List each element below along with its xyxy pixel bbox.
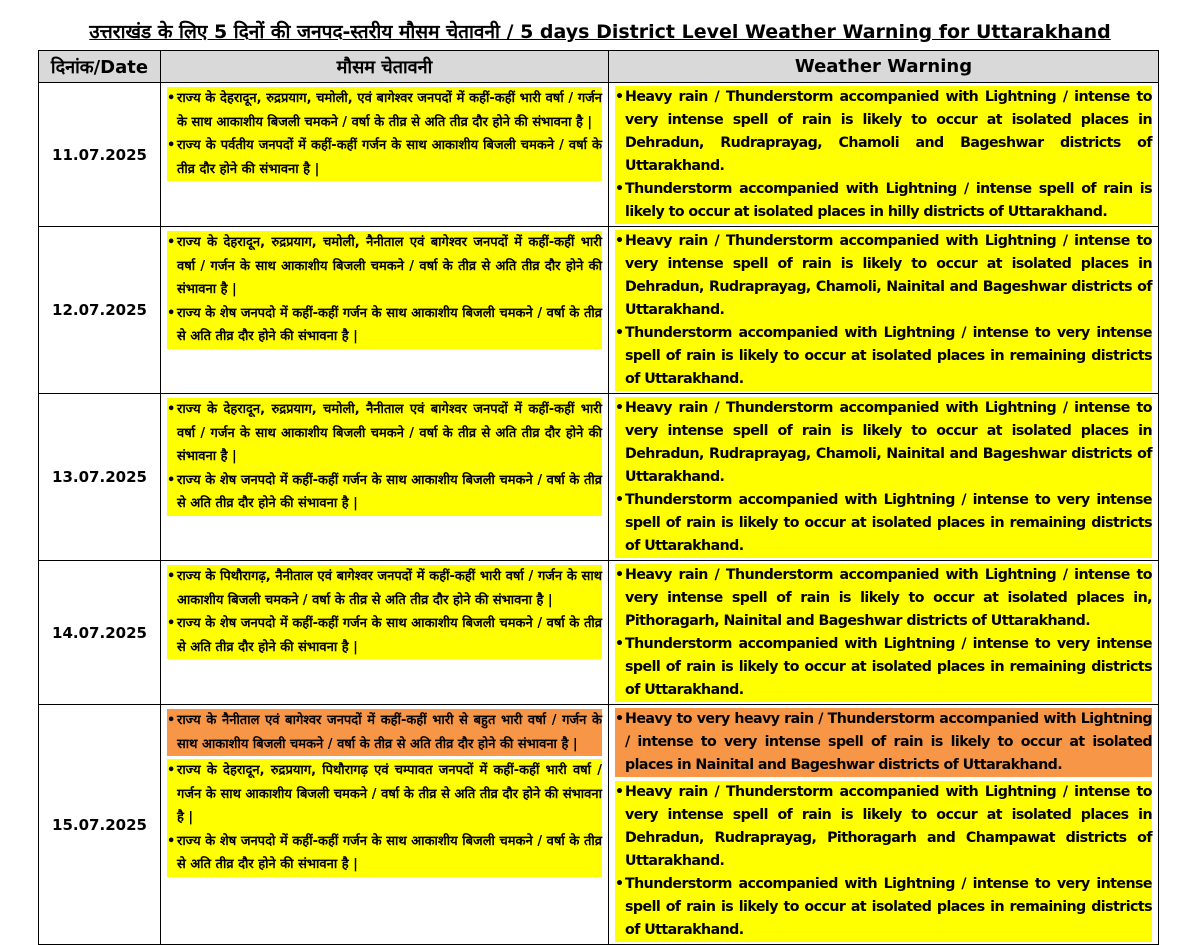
hindi-warning-text: राज्य के पर्वतीय जनपदों में कहीं-कहीं गर्जन के साथ आकाशीय बिजली चमकने / वर्षा के तीव्र दौर होने की संभावना है | xyxy=(177,138,602,177)
english-warning-item xyxy=(615,633,1152,702)
table-row xyxy=(39,561,1159,705)
english-warning-list xyxy=(615,397,1152,558)
hindi-warning-item xyxy=(167,302,602,349)
bullet-icon: • xyxy=(615,181,624,197)
bullet-icon: • xyxy=(615,325,624,341)
bullet-icon: • xyxy=(615,876,624,892)
date-cell: 15.07.2025 xyxy=(39,705,161,945)
hindi-warning-text: राज्य के देहरादून, रुद्रप्रयाग, चमोली, नैनीताल एवं बागेश्वर जनपदों में कहीं-कहीं भारी वर्षा / गर्जन के साथ आकाशीय बिजली चमकने / वर्षा के तीव्र से अति तीव्र दौर होने की संभावना है | xyxy=(177,402,602,464)
hindi-warning-text: राज्य के पिथौरागढ़, नैनीताल एवं बागेश्वर जनपदों में कहीं-कहीं भारी वर्षा / गर्जन के साथ आकाशीय बिजली चमकने / वर्षा के तीव्र से अति तीव्र दौर होने की संभावना है | xyxy=(177,569,602,608)
bullet-icon: • xyxy=(615,89,624,105)
hindi-warning-list xyxy=(167,709,602,877)
header-date: दिनांक/Date xyxy=(39,51,161,83)
bullet-icon: • xyxy=(615,400,624,416)
english-warning-item xyxy=(615,322,1152,391)
bullet-icon: • xyxy=(167,305,176,321)
english-warning-text: Heavy rain / Thunderstorm accompanied with Lightning / intense to very intense spell of rain is likely to occur at isolated places in Dehradun, Rudraprayag, Chamoli, Nainital and Bageshwar districts of Uttarakhand. xyxy=(625,233,1152,318)
hindi-warning-item xyxy=(167,709,602,756)
english-warning-item xyxy=(615,230,1152,322)
hindi-warning-cell xyxy=(161,83,609,227)
bullet-icon: • xyxy=(167,472,176,488)
english-warning-item xyxy=(615,708,1152,777)
english-warning-item xyxy=(615,397,1152,489)
table-row xyxy=(39,83,1159,227)
hindi-warning-item xyxy=(167,759,602,830)
hindi-warning-cell xyxy=(161,227,609,394)
hindi-warning-item xyxy=(167,830,602,877)
bullet-icon: • xyxy=(167,833,176,849)
hindi-warning-item xyxy=(167,87,602,134)
english-warning-text: Heavy rain / Thunderstorm accompanied with Lightning / intense to very intense spell of rain is likely to occur at isolated places in Dehradun, Rudraprayag, Chamoli, Nainital and Bageshwar districts of Uttarakhand. xyxy=(625,400,1152,485)
bullet-icon: • xyxy=(615,233,624,249)
hindi-warning-list xyxy=(167,565,602,659)
bullet-icon: • xyxy=(167,235,176,250)
bullet-icon: • xyxy=(615,567,624,583)
english-warning-list xyxy=(615,86,1152,224)
english-warning-list xyxy=(615,564,1152,702)
hindi-warning-text: राज्य के शेष जनपदो में कहीं-कहीं गर्जन के साथ आकाशीय बिजली चमकने / वर्षा के तीव्र से अति तीव्र दौर होने की संभावना है | xyxy=(177,616,602,655)
hindi-warning-item xyxy=(167,134,602,181)
english-warning-item xyxy=(615,86,1152,178)
bullet-icon: • xyxy=(167,616,176,631)
bullet-icon: • xyxy=(167,763,176,778)
english-warning-list xyxy=(615,230,1152,391)
hindi-warning-text: राज्य के देहरादून, रुद्रप्रयाग, पिथौरागढ़ एवं चम्पावत जनपदों में कहीं-कहीं भारी वर्षा / गर्जन के साथ आकाशीय बिजली चमकने / वर्षा के तीव्र से अति तीव्र दौर होने की संभावना है | xyxy=(177,763,602,825)
header-hindi-warning: मौसम चेतावनी xyxy=(161,51,609,83)
hindi-warning-text: राज्य के शेष जनपदो में कहीं-कहीं गर्जन के साथ आकाशीय बिजली चमकने / वर्षा के तीव्र से अति तीव्र दौर होने की संभावना है | xyxy=(177,472,602,511)
english-warning-text: Thunderstorm accompanied with Lightning / intense to very intense spell of rain is likely to occur at isolated places in remaining districts of Uttarakhand. xyxy=(625,876,1152,938)
hindi-warning-cell xyxy=(161,561,609,705)
hindi-warning-cell xyxy=(161,394,609,561)
hindi-warning-text: राज्य के देहरादून, रुद्रप्रयाग, चमोली, नैनीताल एवं बागेश्वर जनपदों में कहीं-कहीं भारी वर्षा / गर्जन के साथ आकाशीय बिजली चमकने / वर्षा के तीव्र से अति तीव्र दौर होने की संभावना है | xyxy=(177,235,602,297)
english-warning-cell xyxy=(609,227,1159,394)
english-warning-text: Thunderstorm accompanied with Lightning / intense to very intense spell of rain is likely to occur at isolated places in remaining districts of Uttarakhand. xyxy=(625,492,1152,554)
english-warning-item xyxy=(615,178,1152,224)
english-warning-text: Heavy rain / Thunderstorm accompanied with Lightning / intense to very intense spell of rain is likely to occur at isolated places in Dehradun, Rudraprayag, Chamoli and Bageshwar districts of Uttarakhand. xyxy=(625,89,1152,174)
english-warning-text: Thunderstorm accompanied with Lightning / intense to very intense spell of rain is likely to occur at isolated places in remaining districts of Uttarakhand. xyxy=(625,325,1152,387)
english-warning-text: Heavy rain / Thunderstorm accompanied with Lightning / intense to very intense spell of rain is likely to occur at isolated places in Dehradun, Rudraprayag, Pithoragarh and Champawat districts of Uttarakhand. xyxy=(625,784,1152,869)
hindi-warning-item xyxy=(167,565,602,612)
date-cell: 14.07.2025 xyxy=(39,561,161,705)
english-warning-cell xyxy=(609,83,1159,227)
table-header-row xyxy=(39,51,1159,83)
hindi-warning-item xyxy=(167,398,602,469)
bullet-icon: • xyxy=(615,711,624,727)
hindi-warning-text: राज्य के शेष जनपदो में कहीं-कहीं गर्जन के साथ आकाशीय बिजली चमकने / वर्षा के तीव्र से अति तीव्र दौर होने की संभावना है | xyxy=(177,305,602,344)
hindi-warning-list xyxy=(167,398,602,516)
english-warning-item xyxy=(615,873,1152,942)
hindi-warning-text: राज्य के देहरादून, रुद्रप्रयाग, चमोली, एवं बागेश्वर जनपदों में कहीं-कहीं भारी वर्षा / गर्जन के साथ आकाशीय बिजली चमकने / वर्षा के तीव्र से अति तीव्र दौर होने की संभावना है | xyxy=(177,91,602,130)
bullet-icon: • xyxy=(167,138,176,153)
english-warning-item xyxy=(615,489,1152,558)
date-cell: 13.07.2025 xyxy=(39,394,161,561)
english-warning-text: Heavy rain / Thunderstorm accompanied with Lightning / intense to very intense spell of rain is likely to occur at isolated places in, Pithoragarh, Nainital and Bageshwar districts of Uttarakhand. xyxy=(625,567,1152,629)
bullet-icon: • xyxy=(615,636,624,652)
date-cell: 12.07.2025 xyxy=(39,227,161,394)
english-warning-text: Heavy to very heavy rain / Thunderstorm accompanied with Lightning / intense to very intense spell of rain is likely to occur at isolated places in Nainital and Bageshwar districts of Uttarakhand. xyxy=(625,711,1152,773)
english-warning-cell xyxy=(609,705,1159,945)
hindi-warning-text: राज्य के शेष जनपदो में कहीं-कहीं गर्जन के साथ आकाशीय बिजली चमकने / वर्षा के तीव्र से अति तीव्र दौर होने की संभावना है | xyxy=(177,833,602,872)
date-cell: 11.07.2025 xyxy=(39,83,161,227)
page-title: उत्तराखंड के लिए 5 दिनों की जनपद-स्तरीय मौसम चेतावनी / 5 days District Level Weather Warning for Uttarakhand xyxy=(89,21,1111,43)
bullet-icon: • xyxy=(167,402,176,417)
hindi-warning-list xyxy=(167,231,602,349)
table-body xyxy=(39,83,1159,945)
bullet-icon: • xyxy=(167,713,176,728)
table-row xyxy=(39,227,1159,394)
english-warning-text: Thunderstorm accompanied with Lightning / intense spell of rain is likely to occur at isolated places in hilly districts of Uttarakhand. xyxy=(625,181,1152,220)
english-warning-cell xyxy=(609,561,1159,705)
english-warning-cell xyxy=(609,394,1159,561)
bullet-icon: • xyxy=(615,492,624,508)
table-row xyxy=(39,705,1159,945)
hindi-warning-item xyxy=(167,612,602,659)
english-warning-text: Thunderstorm accompanied with Lightning / intense to very intense spell of rain is likely to occur at isolated places in remaining districts of Uttarakhand. xyxy=(625,636,1152,698)
hindi-warning-text: राज्य के नैनीताल एवं बागेश्वर जनपदों में कहीं-कहीं भारी से बहुत भारी वर्षा / गर्जन के साथ आकाशीय बिजली चमकने / वर्षा के तीव्र से अति तीव्र दौर होने की संभावना है | xyxy=(177,713,602,752)
warning-table xyxy=(38,50,1159,945)
bullet-icon: • xyxy=(167,91,176,106)
hindi-warning-cell xyxy=(161,705,609,945)
bullet-icon: • xyxy=(167,569,176,584)
bullet-icon: • xyxy=(615,784,624,800)
english-warning-list xyxy=(615,708,1152,942)
hindi-warning-list xyxy=(167,87,602,181)
hindi-warning-item xyxy=(167,469,602,516)
header-english-warning: Weather Warning xyxy=(609,51,1159,83)
table-row xyxy=(39,394,1159,561)
english-warning-item xyxy=(615,781,1152,873)
hindi-warning-item xyxy=(167,231,602,302)
english-warning-item xyxy=(615,564,1152,633)
